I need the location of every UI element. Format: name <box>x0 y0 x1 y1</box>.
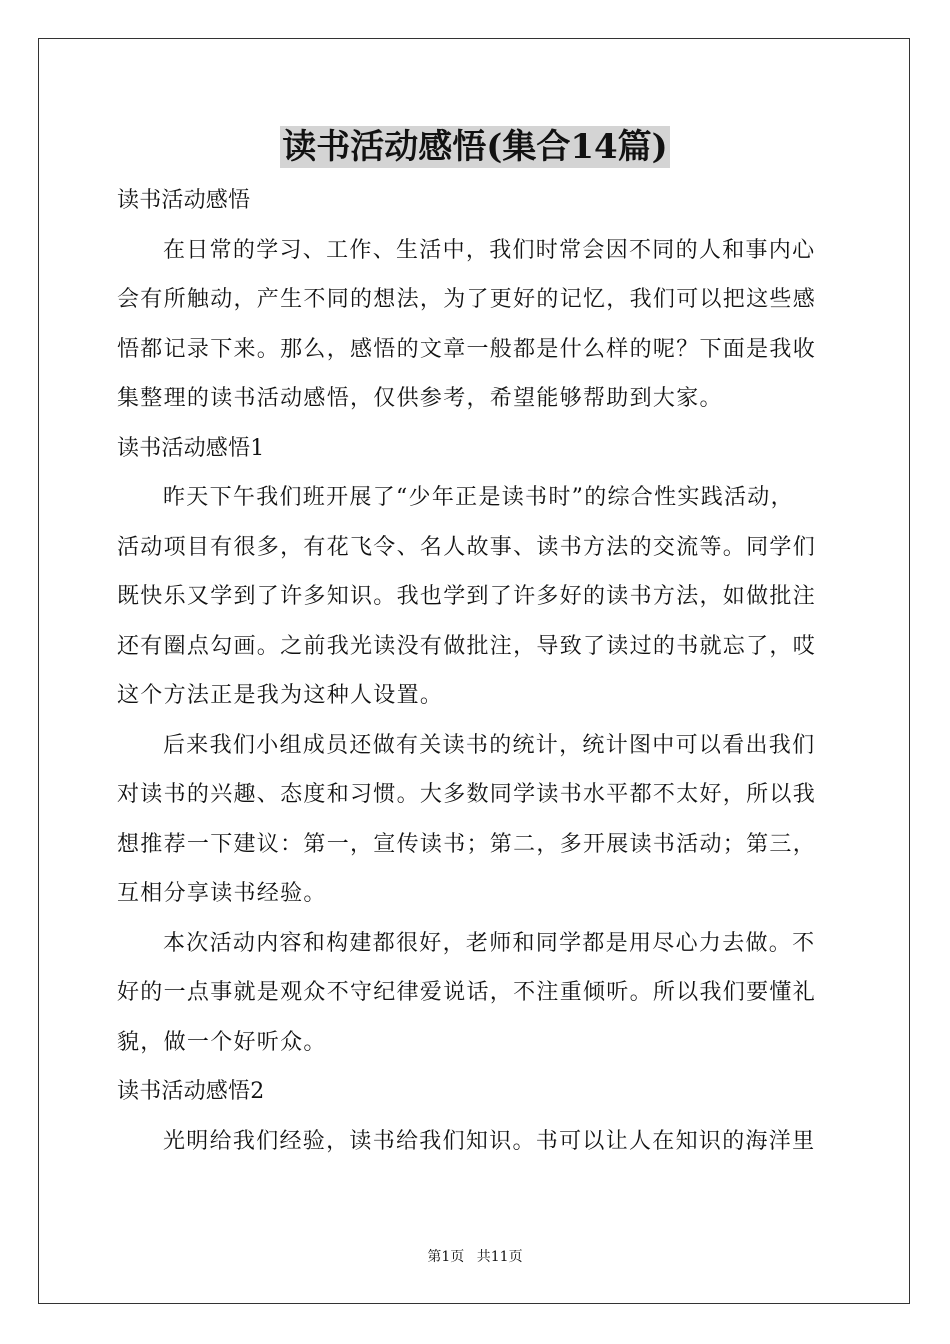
text-line: 在日常的学习、工作、生活中，我们时常会因不同的人和事内心 <box>163 237 816 263</box>
section-heading: 读书活动感悟1 <box>117 435 265 461</box>
title-container <box>0 126 950 168</box>
text-line: 想推荐一下建议：第一，宣传读书；第二，多开展读书活动；第三， <box>117 831 817 857</box>
text-line: 还有圈点勾画。之前我光读没有做批注，导致了读过的书就忘了，哎 <box>117 633 817 659</box>
document-body <box>117 176 835 1166</box>
text-line: 会有所触动，产生不同的想法，为了更好的记忆，我们可以把这些感 <box>117 287 817 312</box>
page-number: 第1页 <box>427 1249 465 1265</box>
text-line: 光明给我们经验，读书给我们知识。书可以让人在知识的海洋里 <box>163 1128 816 1154</box>
text-line: 悟都记录下来。那么，感悟的文章一般都是什么样的呢？下面是我收 <box>117 336 817 362</box>
text-line: 貌，做一个好听众。 <box>117 1029 327 1055</box>
text-line: 后来我们小组成员还做有关读书的统计，统计图中可以看出我们 <box>163 732 816 758</box>
section-heading: 读书活动感悟 <box>117 188 251 213</box>
text-line: 活动项目有很多，有花飞令、名人故事、读书方法的交流等。同学们 <box>117 534 817 560</box>
text-line: 对读书的兴趣、态度和习惯。大多数同学读书水平都不太好，所以我 <box>117 782 817 807</box>
document-title: 读书活动感悟(集合14篇) <box>282 127 668 167</box>
text-line: 集整理的读书活动感悟，仅供参考，希望能够帮助到大家。 <box>117 386 723 411</box>
text-line: 互相分享读书经验。 <box>117 881 327 906</box>
text-line: 既快乐又学到了许多知识。我也学到了许多好的读书方法，如做批注 <box>117 584 817 609</box>
text-line: 这个方法正是我为这种人设置。 <box>117 683 444 708</box>
text-line: 好的一点事就是观众不守纪律爱说话，不注重倾听。所以我们要懂礼 <box>117 980 817 1005</box>
page-total: 共11页 <box>476 1249 523 1265</box>
text-line: 本次活动内容和构建都很好，老师和同学都是用尽心力去做。不 <box>163 930 816 956</box>
text-line: 昨天下午我们班开展了“少年正是读书时”的综合性实践活动， <box>163 485 794 510</box>
page-footer <box>0 1247 950 1267</box>
section-heading: 读书活动感悟2 <box>117 1079 265 1104</box>
